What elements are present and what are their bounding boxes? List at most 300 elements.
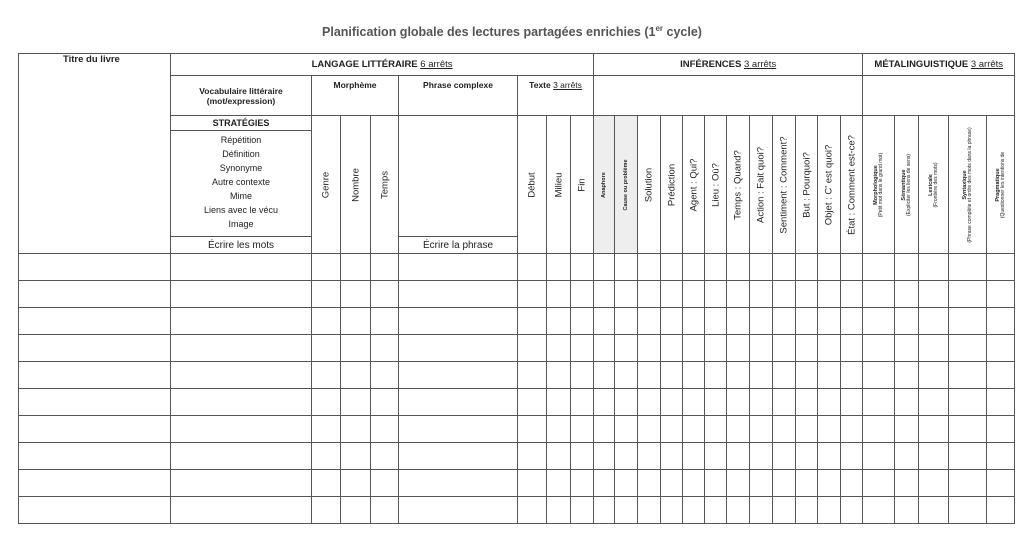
table-cell[interactable]: [949, 281, 987, 308]
table-cell[interactable]: [571, 308, 594, 335]
table-cell[interactable]: [399, 281, 518, 308]
table-cell[interactable]: [171, 308, 312, 335]
table-row: [19, 470, 1015, 497]
strategies-cell: STRATÉGIES Répétition Définition Synonyme Autre contexte Mime Liens avec le vécu Image: [171, 116, 312, 237]
table-cell[interactable]: [987, 281, 1015, 308]
table-cell[interactable]: [841, 389, 863, 416]
table-cell[interactable]: [594, 497, 615, 524]
table-cell[interactable]: [312, 362, 341, 389]
table-cell[interactable]: [19, 416, 171, 443]
table-cell[interactable]: [661, 335, 683, 362]
table-cell[interactable]: [750, 470, 773, 497]
planning-table: [18, 53, 1015, 524]
table-cell[interactable]: [705, 416, 727, 443]
table-cell[interactable]: [661, 254, 683, 281]
table-cell[interactable]: [594, 254, 615, 281]
table-cell[interactable]: [895, 497, 919, 524]
table-cell[interactable]: [796, 416, 818, 443]
table-cell[interactable]: [773, 362, 796, 389]
table-cell[interactable]: [312, 389, 341, 416]
table-cell[interactable]: [895, 281, 919, 308]
table-cell[interactable]: [399, 362, 518, 389]
table-cell[interactable]: [171, 281, 312, 308]
table-cell[interactable]: [341, 497, 371, 524]
table-cell[interactable]: [705, 308, 727, 335]
table-cell[interactable]: [705, 335, 727, 362]
table-cell[interactable]: [863, 254, 895, 281]
table-cell[interactable]: [796, 335, 818, 362]
table-cell[interactable]: [638, 362, 661, 389]
book-title-header: Titre du livre: [19, 54, 171, 254]
table-cell[interactable]: [638, 389, 661, 416]
table-cell[interactable]: [727, 308, 750, 335]
table-cell[interactable]: [863, 389, 895, 416]
table-cell[interactable]: [841, 443, 863, 470]
table-cell[interactable]: [773, 281, 796, 308]
table-cell[interactable]: [773, 308, 796, 335]
table-cell[interactable]: [171, 443, 312, 470]
table-cell[interactable]: [19, 497, 171, 524]
table-cell[interactable]: [615, 416, 638, 443]
table-cell[interactable]: [341, 335, 371, 362]
table-cell[interactable]: [518, 470, 547, 497]
table-cell[interactable]: [638, 308, 661, 335]
table-row: [19, 362, 1015, 389]
table-cell[interactable]: [615, 389, 638, 416]
table-cell[interactable]: [987, 416, 1015, 443]
table-cell[interactable]: [727, 470, 750, 497]
table-cell[interactable]: [863, 362, 895, 389]
table-cell[interactable]: [19, 389, 171, 416]
col-pragmatique: Pragmatique (Questionner les intentions de: [987, 116, 1015, 254]
table-cell[interactable]: [987, 470, 1015, 497]
table-cell[interactable]: [895, 416, 919, 443]
table-cell[interactable]: [615, 335, 638, 362]
table-cell[interactable]: [683, 281, 705, 308]
table-cell[interactable]: [371, 281, 399, 308]
table-cell[interactable]: [796, 497, 818, 524]
morpheme-header: Morphème: [312, 76, 399, 116]
table-cell[interactable]: [773, 497, 796, 524]
table-cell[interactable]: [518, 254, 547, 281]
table-cell[interactable]: [818, 254, 841, 281]
table-cell[interactable]: [547, 470, 571, 497]
col-debut: Début: [518, 116, 547, 254]
table-cell[interactable]: [750, 389, 773, 416]
table-cell[interactable]: [341, 443, 371, 470]
table-cell[interactable]: [571, 470, 594, 497]
table-cell[interactable]: [571, 416, 594, 443]
table-cell[interactable]: [661, 362, 683, 389]
table-row: [19, 308, 1015, 335]
table-row: [19, 443, 1015, 470]
table-cell[interactable]: [399, 308, 518, 335]
table-cell[interactable]: [705, 470, 727, 497]
table-cell[interactable]: [19, 254, 171, 281]
table-cell[interactable]: [661, 470, 683, 497]
table-cell[interactable]: [750, 362, 773, 389]
table-cell[interactable]: [171, 470, 312, 497]
table-cell[interactable]: [171, 362, 312, 389]
table-cell[interactable]: [594, 308, 615, 335]
table-cell[interactable]: [594, 389, 615, 416]
table-cell[interactable]: [615, 470, 638, 497]
table-cell[interactable]: [371, 308, 399, 335]
table-cell[interactable]: [727, 497, 750, 524]
table-cell[interactable]: [841, 308, 863, 335]
table-cell[interactable]: [750, 335, 773, 362]
table-cell[interactable]: [863, 470, 895, 497]
table-cell[interactable]: [919, 281, 949, 308]
table-cell[interactable]: [705, 497, 727, 524]
table-cell[interactable]: [312, 281, 341, 308]
table-cell[interactable]: [19, 362, 171, 389]
table-cell[interactable]: [773, 470, 796, 497]
table-cell[interactable]: [705, 443, 727, 470]
table-cell[interactable]: [949, 416, 987, 443]
table-cell[interactable]: [571, 281, 594, 308]
table-cell[interactable]: [773, 254, 796, 281]
table-cell[interactable]: [615, 443, 638, 470]
table-cell[interactable]: [615, 254, 638, 281]
table-cell[interactable]: [638, 254, 661, 281]
table-cell[interactable]: [571, 254, 594, 281]
table-row: [19, 335, 1015, 362]
col-sentiment: Sentiment : Comment?: [773, 116, 796, 254]
table-cell[interactable]: [796, 443, 818, 470]
table-cell[interactable]: [594, 335, 615, 362]
table-row: [19, 389, 1015, 416]
table-cell[interactable]: [987, 497, 1015, 524]
table-cell[interactable]: [796, 281, 818, 308]
table-cell[interactable]: [171, 254, 312, 281]
table-cell[interactable]: [818, 389, 841, 416]
texte-header: Texte 3 arrêts: [518, 76, 594, 116]
table-cell[interactable]: [841, 470, 863, 497]
table-cell[interactable]: [371, 416, 399, 443]
table-cell[interactable]: [399, 389, 518, 416]
table-cell[interactable]: [399, 254, 518, 281]
col-agent: Agent : Qui?: [683, 116, 705, 254]
table-cell[interactable]: [919, 470, 949, 497]
table-cell[interactable]: [638, 281, 661, 308]
col-prediction: Prédiction: [661, 116, 683, 254]
table-cell[interactable]: [661, 416, 683, 443]
table-cell[interactable]: [750, 281, 773, 308]
table-cell[interactable]: [895, 308, 919, 335]
table-cell[interactable]: [773, 443, 796, 470]
table-cell[interactable]: [727, 443, 750, 470]
col-lexicale: Lexicale (Frontière des mots): [919, 116, 949, 254]
table-cell[interactable]: [949, 254, 987, 281]
table-cell[interactable]: [571, 497, 594, 524]
table-cell[interactable]: [818, 416, 841, 443]
table-cell[interactable]: [547, 362, 571, 389]
table-cell[interactable]: [19, 470, 171, 497]
table-cell[interactable]: [341, 389, 371, 416]
table-cell[interactable]: [312, 497, 341, 524]
col-temps-quand: Temps : Quand?: [727, 116, 750, 254]
table-cell[interactable]: [705, 362, 727, 389]
table-cell[interactable]: [19, 281, 171, 308]
table-cell[interactable]: [518, 362, 547, 389]
write-words-label: Écrire les mots: [171, 237, 312, 254]
table-cell[interactable]: [399, 416, 518, 443]
table-cell[interactable]: [19, 335, 171, 362]
table-row: [19, 497, 1015, 524]
table-cell[interactable]: [19, 308, 171, 335]
table-cell[interactable]: [727, 281, 750, 308]
table-cell[interactable]: [919, 497, 949, 524]
table-cell[interactable]: [949, 389, 987, 416]
table-cell[interactable]: [683, 389, 705, 416]
phrase-complexe-header: Phrase complexe: [399, 76, 518, 116]
table-cell[interactable]: [987, 362, 1015, 389]
table-cell[interactable]: [312, 416, 341, 443]
table-cell[interactable]: [863, 308, 895, 335]
table-cell[interactable]: [615, 308, 638, 335]
table-cell[interactable]: [341, 308, 371, 335]
table-cell[interactable]: [895, 335, 919, 362]
table-cell[interactable]: [895, 389, 919, 416]
table-cell[interactable]: [547, 281, 571, 308]
table-cell[interactable]: [727, 254, 750, 281]
table-cell[interactable]: [895, 470, 919, 497]
table-cell[interactable]: [863, 497, 895, 524]
table-cell[interactable]: [773, 416, 796, 443]
table-cell[interactable]: [919, 389, 949, 416]
table-cell[interactable]: [818, 443, 841, 470]
table-cell[interactable]: [841, 281, 863, 308]
table-cell[interactable]: [371, 470, 399, 497]
table-cell[interactable]: [571, 443, 594, 470]
table-cell[interactable]: [727, 362, 750, 389]
table-cell[interactable]: [594, 281, 615, 308]
table-cell[interactable]: [919, 443, 949, 470]
table-cell[interactable]: [683, 416, 705, 443]
table-cell[interactable]: [683, 362, 705, 389]
table-cell[interactable]: [863, 281, 895, 308]
col-action: Action : Fait quoi?: [750, 116, 773, 254]
table-cell[interactable]: [638, 335, 661, 362]
table-cell[interactable]: [371, 254, 399, 281]
table-cell[interactable]: [594, 443, 615, 470]
table-cell[interactable]: [638, 497, 661, 524]
table-cell[interactable]: [773, 389, 796, 416]
table-cell[interactable]: [683, 443, 705, 470]
table-cell[interactable]: [841, 416, 863, 443]
table-cell[interactable]: [341, 254, 371, 281]
table-cell[interactable]: [661, 443, 683, 470]
table-cell[interactable]: [341, 416, 371, 443]
table-cell[interactable]: [841, 254, 863, 281]
table-cell[interactable]: [594, 470, 615, 497]
table-cell[interactable]: [919, 416, 949, 443]
table-cell[interactable]: [750, 416, 773, 443]
table-cell[interactable]: [895, 443, 919, 470]
table-cell[interactable]: [171, 335, 312, 362]
table-cell[interactable]: [818, 470, 841, 497]
col-fin: Fin: [571, 116, 594, 254]
table-cell[interactable]: [863, 443, 895, 470]
table-cell[interactable]: [818, 308, 841, 335]
table-cell[interactable]: [796, 254, 818, 281]
table-cell[interactable]: [615, 497, 638, 524]
table-cell[interactable]: [895, 362, 919, 389]
table-cell[interactable]: [312, 335, 341, 362]
table-cell[interactable]: [796, 308, 818, 335]
col-genre: Genre: [312, 116, 341, 254]
col-milieu: Milieu: [547, 116, 571, 254]
table-cell[interactable]: [750, 308, 773, 335]
col-solution: Solution: [638, 116, 661, 254]
table-cell[interactable]: [341, 470, 371, 497]
table-cell[interactable]: [171, 416, 312, 443]
metalinguistique-header: MÉTALINGUISTIQUE 3 arrêts: [863, 54, 1015, 76]
table-cell[interactable]: [750, 443, 773, 470]
table-cell[interactable]: [661, 281, 683, 308]
table-cell[interactable]: [661, 497, 683, 524]
table-cell[interactable]: [987, 335, 1015, 362]
table-cell[interactable]: [949, 362, 987, 389]
table-cell[interactable]: [615, 281, 638, 308]
table-cell[interactable]: [518, 443, 547, 470]
table-cell[interactable]: [312, 254, 341, 281]
table-cell[interactable]: [547, 443, 571, 470]
table-cell[interactable]: [518, 416, 547, 443]
table-cell[interactable]: [171, 389, 312, 416]
table-cell[interactable]: [547, 308, 571, 335]
table-cell[interactable]: [863, 416, 895, 443]
table-cell[interactable]: [818, 362, 841, 389]
table-cell[interactable]: [547, 497, 571, 524]
col-objet: Objet : C' est quoi?: [818, 116, 841, 254]
inferences-header: INFÉRENCES 3 arrêts: [594, 54, 863, 76]
table-cell[interactable]: [818, 281, 841, 308]
table-cell[interactable]: [399, 497, 518, 524]
table-cell[interactable]: [727, 389, 750, 416]
col-syntaxique: Syntaxique (Phrase complète et ordre des mots dans la phrase): [949, 116, 987, 254]
table-cell[interactable]: [773, 335, 796, 362]
table-cell[interactable]: [683, 335, 705, 362]
table-cell[interactable]: [841, 362, 863, 389]
table-cell[interactable]: [341, 362, 371, 389]
table-cell[interactable]: [949, 497, 987, 524]
table-cell[interactable]: [683, 470, 705, 497]
table-cell[interactable]: [371, 362, 399, 389]
table-cell[interactable]: [661, 389, 683, 416]
table-cell[interactable]: [750, 254, 773, 281]
table-cell[interactable]: [796, 389, 818, 416]
table-cell[interactable]: [518, 281, 547, 308]
table-cell[interactable]: [841, 335, 863, 362]
table-cell[interactable]: [312, 308, 341, 335]
table-cell[interactable]: [683, 308, 705, 335]
table-cell[interactable]: [841, 497, 863, 524]
table-cell[interactable]: [818, 497, 841, 524]
table-cell[interactable]: [518, 308, 547, 335]
table-cell[interactable]: [547, 416, 571, 443]
table-cell[interactable]: [571, 335, 594, 362]
table-cell[interactable]: [949, 335, 987, 362]
table-cell[interactable]: [399, 470, 518, 497]
table-cell[interactable]: [895, 254, 919, 281]
col-anaphore: Anaphore: [594, 116, 615, 254]
table-cell[interactable]: [949, 470, 987, 497]
table-cell[interactable]: [371, 335, 399, 362]
table-cell[interactable]: [547, 335, 571, 362]
table-cell[interactable]: [171, 497, 312, 524]
table-cell[interactable]: [727, 335, 750, 362]
table-cell[interactable]: [949, 443, 987, 470]
table-cell[interactable]: [571, 389, 594, 416]
table-cell[interactable]: [661, 308, 683, 335]
table-cell[interactable]: [796, 470, 818, 497]
table-cell[interactable]: [987, 389, 1015, 416]
table-cell[interactable]: [19, 443, 171, 470]
table-cell[interactable]: [571, 362, 594, 389]
table-cell[interactable]: [987, 254, 1015, 281]
page-title: Planification globale des lectures partagées enrichies (1er cycle): [322, 24, 702, 40]
table-cell[interactable]: [371, 443, 399, 470]
table-cell[interactable]: [547, 389, 571, 416]
table-cell[interactable]: [750, 497, 773, 524]
col-temps: Temps: [371, 116, 399, 254]
table-cell[interactable]: [796, 362, 818, 389]
table-cell[interactable]: [863, 335, 895, 362]
table-cell[interactable]: [371, 389, 399, 416]
col-morphologique: Morphologique (Petit mot dans le grand mot): [863, 116, 895, 254]
table-cell[interactable]: [341, 281, 371, 308]
table-cell[interactable]: [312, 443, 341, 470]
table-cell[interactable]: [818, 335, 841, 362]
table-cell[interactable]: [399, 335, 518, 362]
table-cell[interactable]: [987, 443, 1015, 470]
table-cell[interactable]: [399, 443, 518, 470]
table-cell[interactable]: [594, 362, 615, 389]
table-cell[interactable]: [919, 335, 949, 362]
vocab-header: Vocabulaire littéraire (mot/expression): [171, 76, 312, 116]
table-cell[interactable]: [312, 470, 341, 497]
meta-spacer: [863, 76, 1015, 116]
table-cell[interactable]: [705, 254, 727, 281]
table-row: [19, 416, 1015, 443]
table-cell[interactable]: [518, 389, 547, 416]
table-cell[interactable]: [705, 281, 727, 308]
langage-header: LANGAGE LITTÉRAIRE 6 arrêts: [171, 54, 594, 76]
table-row: [19, 281, 1015, 308]
table-cell[interactable]: [638, 443, 661, 470]
table-cell[interactable]: [594, 416, 615, 443]
table-cell[interactable]: [919, 254, 949, 281]
table-cell[interactable]: [518, 497, 547, 524]
table-cell[interactable]: [371, 497, 399, 524]
table-cell[interactable]: [547, 254, 571, 281]
table-cell[interactable]: [615, 362, 638, 389]
col-etat: État : Comment est-ce?: [841, 116, 863, 254]
table-cell[interactable]: [727, 416, 750, 443]
table-cell[interactable]: [919, 362, 949, 389]
table-cell[interactable]: [638, 470, 661, 497]
table-cell[interactable]: [987, 308, 1015, 335]
table-cell[interactable]: [949, 308, 987, 335]
table-cell[interactable]: [919, 308, 949, 335]
table-cell[interactable]: [683, 497, 705, 524]
table-cell[interactable]: [705, 389, 727, 416]
table-cell[interactable]: [638, 416, 661, 443]
table-cell[interactable]: [518, 335, 547, 362]
table-cell[interactable]: [683, 254, 705, 281]
